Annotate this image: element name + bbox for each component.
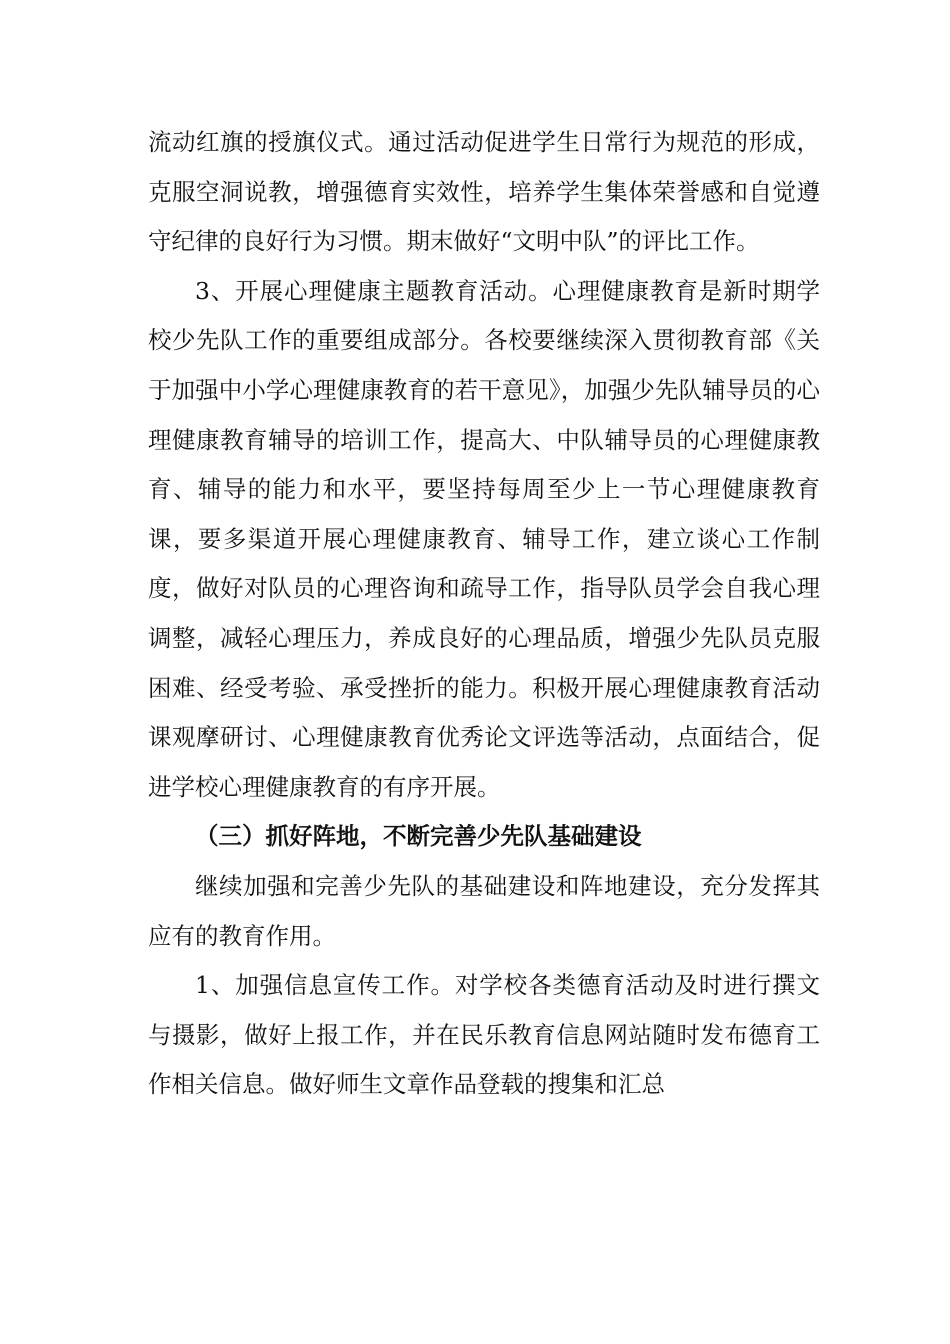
document-body <box>148 118 820 1110</box>
paragraph-continuation: 流动红旗的授旗仪式。通过活动促进学生日常行为规范的形成，克服空洞说教，增强德育实效性，培养学生集体荣誉感和自觉遵守纪律的良好行为习惯。期末做好“文明中队”的评比工作。 <box>148 128 820 256</box>
paragraph-foundation: 继续加强和完善少先队的基础建设和阵地建设，充分发挥其应有的教育作用。 <box>148 871 820 950</box>
section-heading: （三）抓好阵地，不断完善少先队基础建设 <box>195 822 642 851</box>
paragraph-publicity: 1、加强信息宣传工作。对学校各类德育活动及时进行撰文与摄影，做好上报工作，并在民乐教育信息网站随时发布德育工作相关信息。做好师生文章作品登载的搜集和汇总 <box>148 971 820 1099</box>
paragraph-mental-health: 3、开展心理健康主题教育活动。心理健康教育是新时期学校少先队工作的重要组成部分。各校要继续深入贯彻教育部《关于加强中小学心理健康教育的若干意见》，加强少先队辅导员的心理健康教育辅导的培训工作，提高大、中队辅导员的心理健康教育、辅导的能力和水平，要坚持每周至少上一节心理健康教育课，要多渠道开展心理健康教育、辅导工作，建立谈心工作制度，做好对队员的心理咨询和疏导工作，指导队员学会自我心理调整，减轻心理压力，养成良好的心理品质，增强少先队员克服困难、经受考验、承受挫折的能力。积极开展心理健康教育活动课观摩研讨、心理健康教育优秀论文评选等活动，点面结合，促进学校心理健康教育的有序开展。 <box>148 276 820 801</box>
